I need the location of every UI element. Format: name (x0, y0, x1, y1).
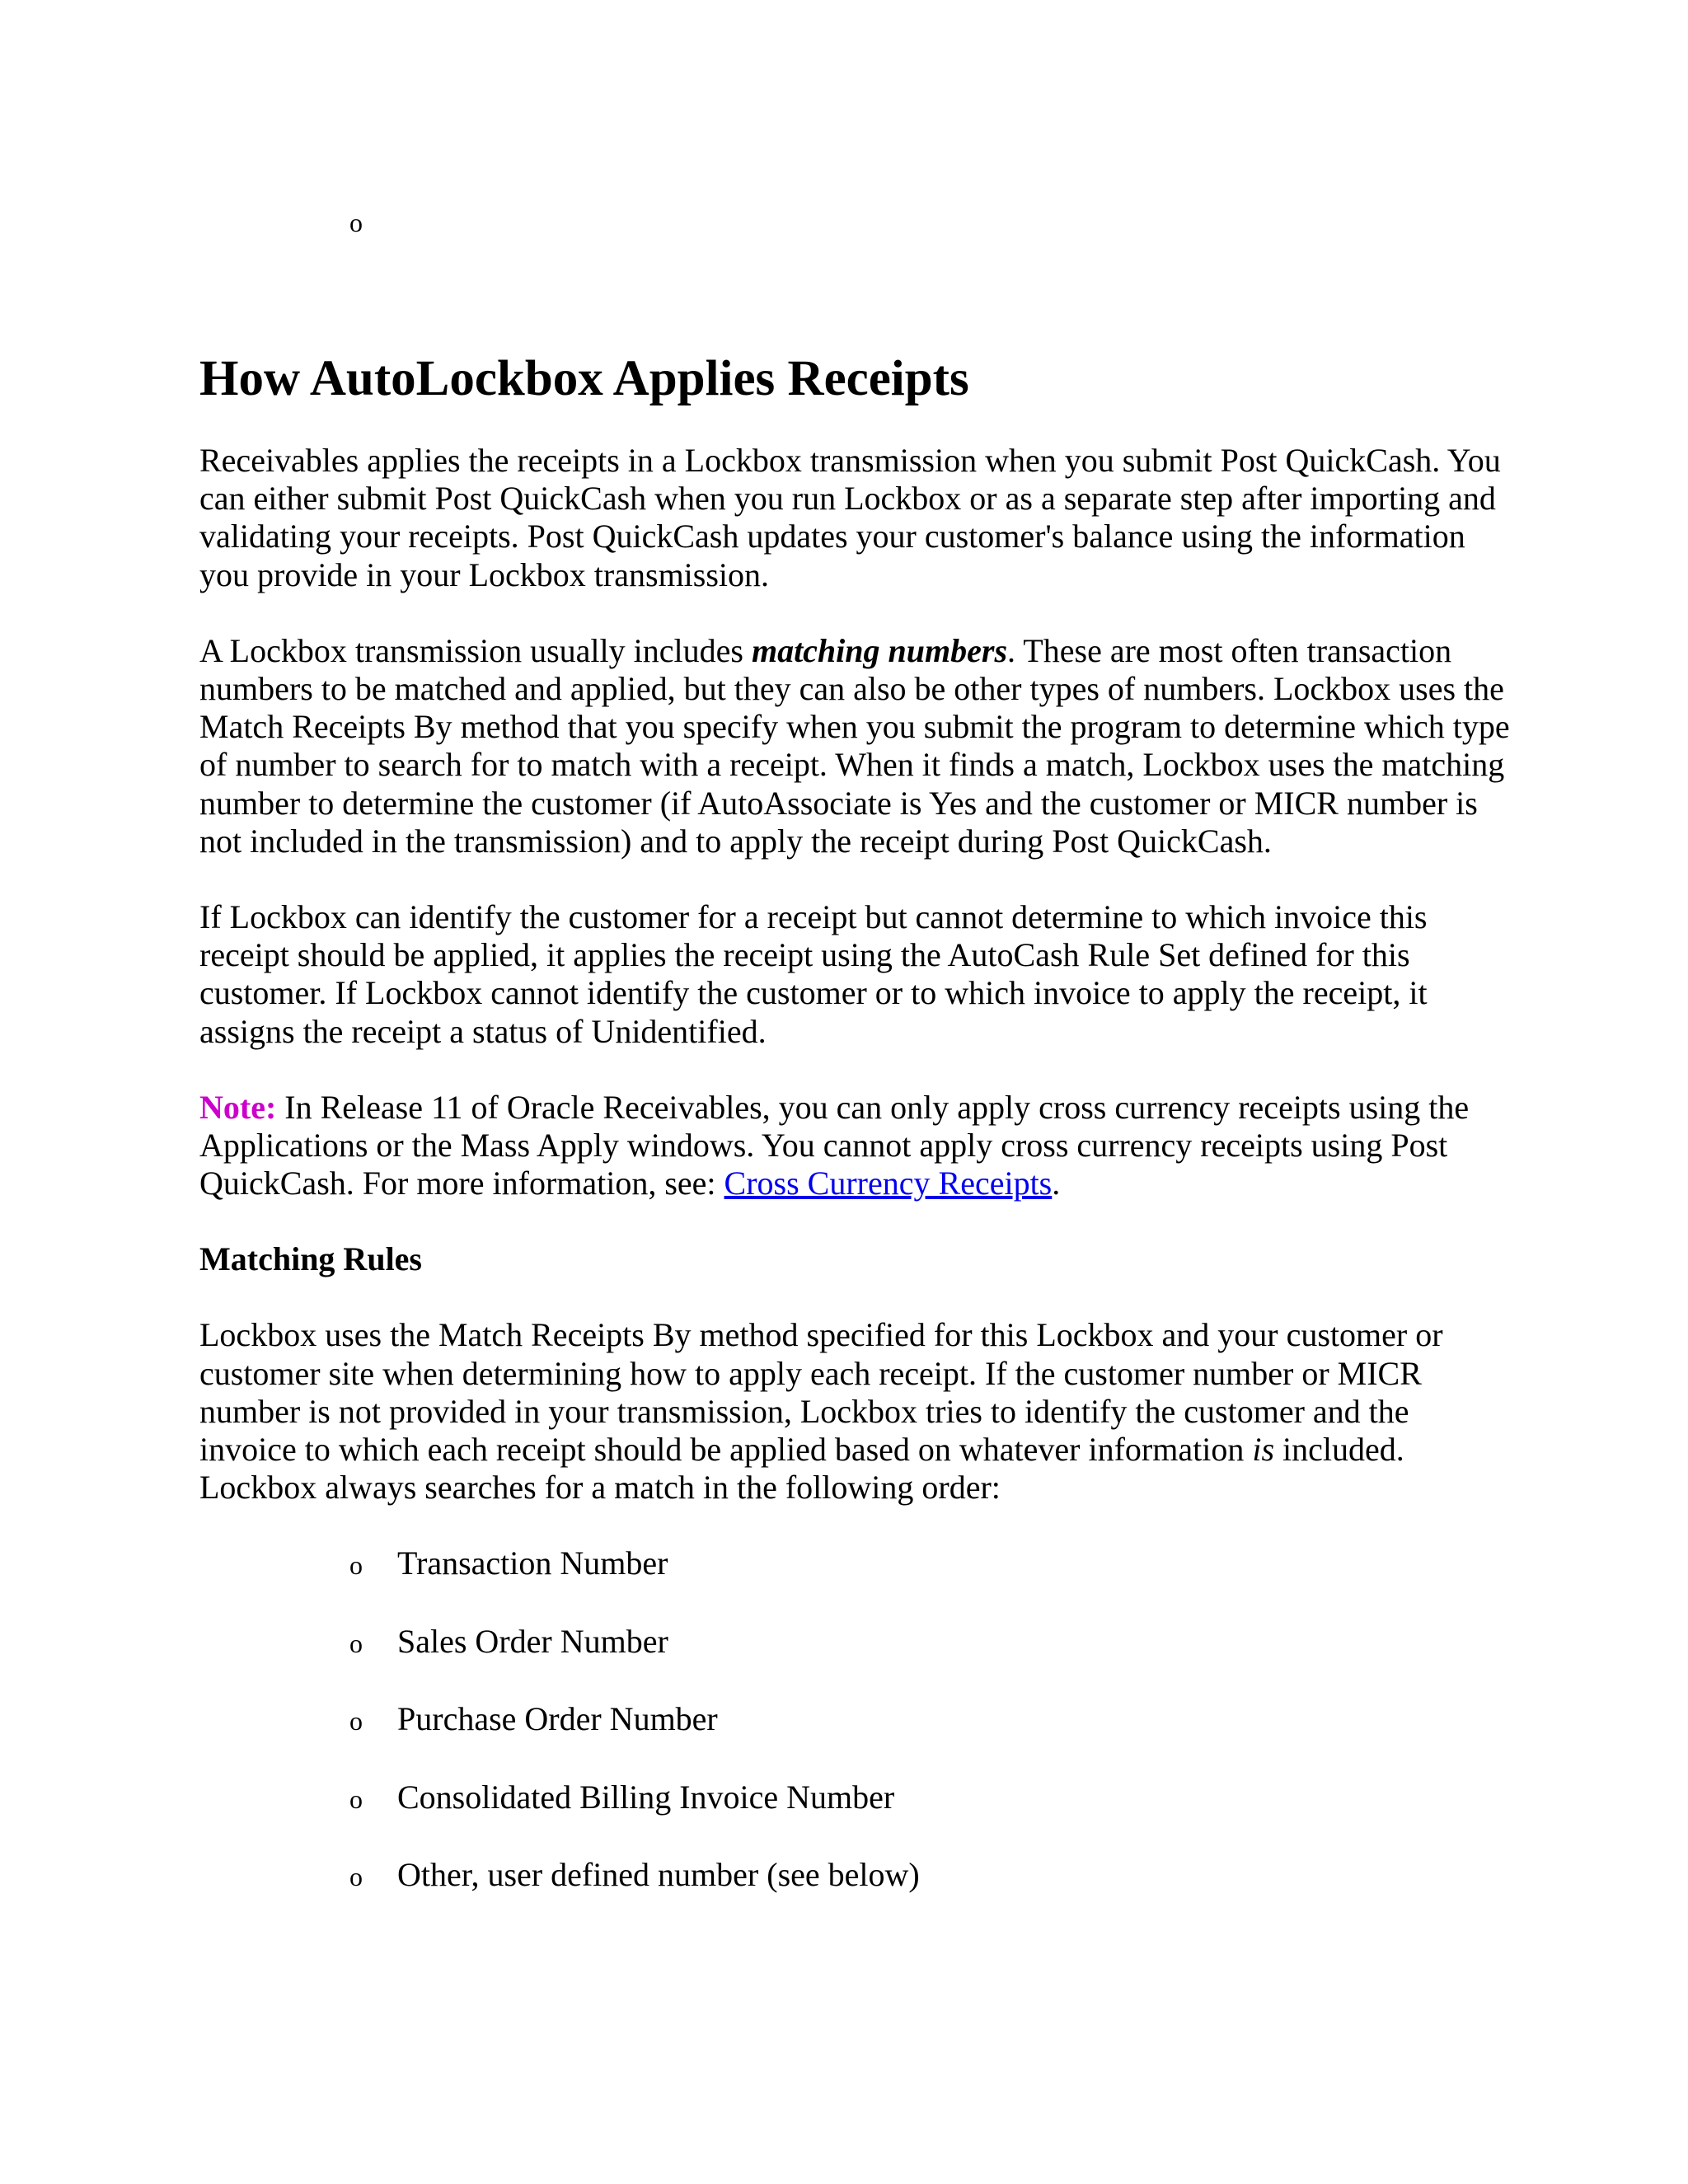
is-emphasis: is (1252, 1431, 1275, 1469)
list-bullet: o (349, 1783, 363, 1814)
note-end: . (1052, 1165, 1061, 1202)
list-bullet: o (349, 1862, 363, 1892)
stray-bullet: o (349, 208, 363, 237)
list-item-text: Consolidated Billing Invoice Number (397, 1778, 895, 1816)
intro-paragraph: Receivables applies the receipts in a Lockbox transmission when you submit Post QuickCash. You can either submit Post QuickCash when you run Lockbox or as a separate step after importing and validating your receipts. Post QuickCash updates your customer's balance using the information you provide in your Lockbox transmission. (199, 442, 1501, 593)
page-title: How AutoLockbox Applies Receipts (199, 351, 969, 406)
list-item-text: Other, user defined number (see below) (397, 1856, 920, 1894)
cross-currency-receipts-link[interactable]: Cross Currency Receipts (724, 1165, 1053, 1202)
autocash-paragraph: If Lockbox can identify the customer for a receipt but cannot determine to which invoice this receipt should be applied, it applies the receipt using the AutoCash Rule Set defined for this customer. If Lockbox cannot identify the customer or to which invoice to apply the receipt, it assigns the receipt a status of Unidentified. (199, 898, 1428, 1050)
list-item-text: Transaction Number (397, 1544, 668, 1582)
matching-numbers-paragraph (199, 632, 1510, 860)
list-item-text: Sales Order Number (397, 1622, 668, 1660)
list-item (199, 1623, 1510, 1661)
list-item (199, 1700, 1510, 1738)
list-item (199, 1856, 1510, 1894)
match-order-list (199, 1544, 1510, 1894)
paragraph-text: included. Lockbox always searches for a match in the following order: (199, 1431, 1404, 1507)
list-bullet: o (349, 1706, 363, 1736)
list-item (199, 1544, 1510, 1582)
document-body (199, 349, 1510, 1934)
note-label: Note: (199, 1088, 277, 1126)
matching-rules-paragraph (199, 1316, 1510, 1507)
list-bullet: o (349, 1628, 363, 1658)
paragraph-text: Lockbox uses the Match Receipts By method specified for this Lockbox and your customer or customer site when determining how to apply each receipt. If the customer number or MICR number is not provided in your transmission, Lockbox tries to identify the customer and the invoice to which each receipt should be applied based on whatever information (199, 1316, 1443, 1469)
matching-numbers-term: matching numbers (751, 631, 1008, 669)
paragraph-text: A Lockbox transmission usually includes (199, 631, 752, 669)
note-text: In Release 11 of Oracle Receivables, you can only apply cross currency receipts using the Applications or the Mass Apply windows. You cannot apply cross currency receipts using Post QuickCash. For more information, see: (199, 1088, 1470, 1202)
paragraph-text: . These are most often transaction numbers to be matched and applied, but they can also be other types of numbers. Lockbox uses the Match Receipts By method that you specify when you submit the program to determine which type of number to search for to match with a receipt. When it finds a match, Lockbox uses the matching number to determine the customer (if AutoAssociate is Yes and the customer or MICR number is not included in the transmission) and to apply the receipt during Post QuickCash. (199, 631, 1510, 860)
note-paragraph (199, 1089, 1510, 1203)
list-item (199, 1779, 1510, 1816)
list-bullet: o (349, 1550, 363, 1581)
matching-rules-heading: Matching Rules (199, 1240, 422, 1278)
list-item-text: Purchase Order Number (397, 1700, 718, 1738)
